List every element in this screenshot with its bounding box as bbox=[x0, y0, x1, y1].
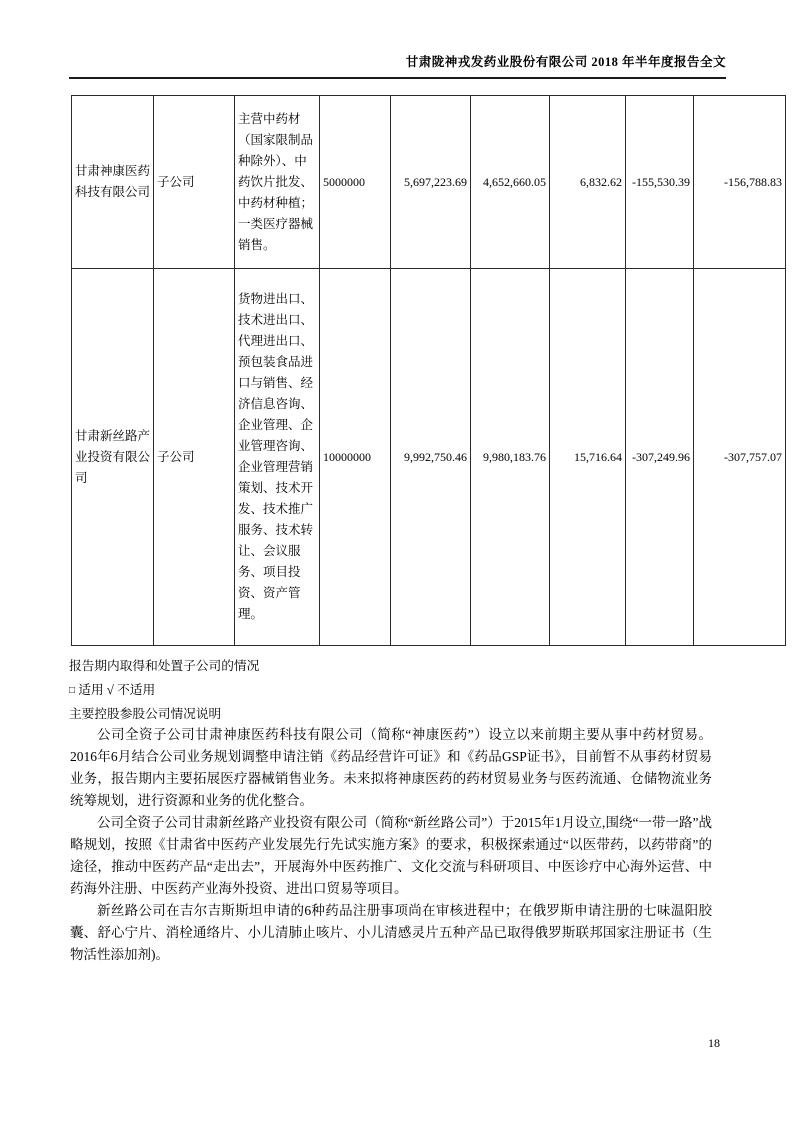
paragraph-shenkang: 公司全资子公司甘肃神康医药科技有限公司（简称“神康医药”）设立以来前期主要从事中药材贸易。2016年6月结合公司业务规划调整申请注销《药品经营许可证》和《药品GSP证书》，目前暂不从事药材贸易业务，报告期内主要拓展医疗器械销售业务。未来拟将神康医药的药材贸易业务与医药流通、仓储物流业务统筹规划，进行资源和业务的优化整合。 bbox=[70, 727, 712, 808]
net-profit-cell: -307,757.07 bbox=[694, 269, 786, 646]
page-number: 18 bbox=[708, 1036, 720, 1050]
company-type-cell: 子公司 bbox=[154, 96, 235, 269]
body-text bbox=[70, 724, 712, 966]
check-mark-icon: √ bbox=[106, 682, 114, 697]
company-name-cell: 甘肃神康医药科技有限公司 bbox=[72, 96, 154, 269]
company-type-cell: 子公司 bbox=[154, 269, 235, 646]
paragraph-registration: 新丝路公司在吉尔吉斯斯坦申请的6种药品注册事项尚在审核进程中；在俄罗斯申请注册的七味温阳胶囊、舒心宁片、消栓通络片、小儿清肺止咳片、小儿清感灵片五种产品已取得俄罗斯联邦国家注册证书（生物活性添加剂)。 bbox=[70, 903, 712, 962]
registered-capital-cell: 10000000 bbox=[320, 269, 391, 646]
table-row bbox=[72, 96, 786, 269]
applicability-line bbox=[69, 678, 719, 702]
total-assets-cell: 5,697,223.69 bbox=[391, 96, 471, 269]
company-name-cell: 甘肃新丝路产业投资有限公司 bbox=[72, 269, 154, 646]
registered-capital-cell: 5000000 bbox=[320, 96, 391, 269]
net-profit-cell: -156,788.83 bbox=[694, 96, 786, 269]
main-business-cell: 主营中药材（国家限制品种除外）、中药饮片批发、中药材种植；一类医疗器械销售。 bbox=[235, 96, 320, 269]
subsidiaries-table bbox=[71, 95, 786, 646]
holdings-note-title: 主要控股参股公司情况说明 bbox=[69, 707, 222, 721]
net-assets-cell: 4,652,660.05 bbox=[471, 96, 550, 269]
operating-revenue-cell: 6,832.62 bbox=[550, 96, 626, 269]
operating-profit-cell: -307,249.96 bbox=[626, 269, 694, 646]
net-assets-cell: 9,980,183.76 bbox=[471, 269, 550, 646]
applicable-label: 适用 bbox=[78, 683, 104, 697]
report-header: 甘肃陇神戎发药业股份有限公司 2018 年半年度报告全文 bbox=[69, 52, 726, 79]
main-business-cell: 货物进出口、技术进出口、代理进出口、预包装食品进口与销售、经济信息咨询、企业管理、企业管理咨询、企业管理营销策划、技术开发、技术推广服务、技术转让、会议服务、项目投资、资产管理。 bbox=[235, 269, 320, 646]
notes-section bbox=[69, 654, 719, 726]
operating-revenue-cell: 15,716.64 bbox=[550, 269, 626, 646]
operating-profit-cell: -155,530.39 bbox=[626, 96, 694, 269]
paragraph-silkroad: 公司全资子公司甘肃新丝路产业投资有限公司（简称“新丝路公司”）于2015年1月设立,围绕“一带一路”战略规划，按照《甘肃省中医药产业发展先行先试实施方案》的要求，积极探索通过“以医带药，以药带商”的途径，推动中医药产品“走出去”，开展海外中医药推广、文化交流与科研项目、中医诊疗中心海外运营、中药海外注册、中医药产业海外投资、进出口贸易等项目。 bbox=[70, 815, 712, 896]
unchecked-box-icon: □ bbox=[69, 685, 76, 696]
not-applicable-label: 不适用 bbox=[117, 683, 156, 697]
acquisition-disposal-title: 报告期内取得和处置子公司的情况 bbox=[69, 659, 260, 673]
total-assets-cell: 9,992,750.46 bbox=[391, 269, 471, 646]
table-row bbox=[72, 269, 786, 646]
